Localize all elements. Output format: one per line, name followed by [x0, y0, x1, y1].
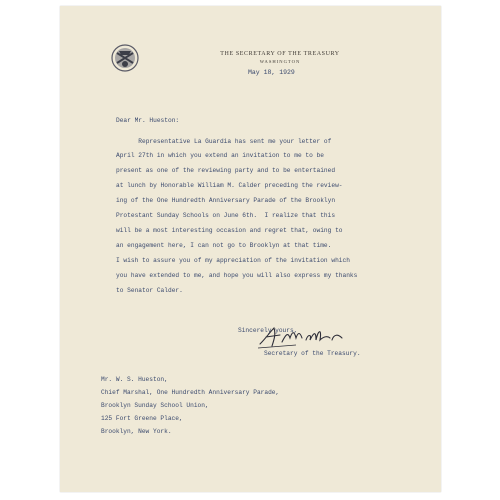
body-line: will be a most interesting occasion and regret that, owing to	[116, 227, 343, 234]
letterhead-city: WASHINGTON	[259, 59, 301, 64]
address-line: Chief Marshal, One Hundredth Anniversary Parade,	[101, 389, 280, 396]
address-line: Brooklyn, New York.	[101, 428, 172, 435]
address-line: Mr. W. S. Hueston,	[101, 376, 168, 383]
address-line: Brooklyn Sunday School Union,	[101, 402, 209, 409]
body-line: April 27th in which you extend an invitation to me to be	[116, 152, 324, 159]
body-line: present as one of the reviewing party and to be entertained	[116, 167, 336, 174]
body-line: Representative La Guardia has sent me your letter of	[116, 138, 332, 145]
salutation: Dear Mr. Hueston:	[116, 117, 180, 124]
body-line: I wish to assure you of my appreciation of the invitation which	[116, 257, 350, 264]
body-line: an engagement here, I can not go to Brooklyn at that time.	[116, 242, 332, 249]
letterhead-title: THE SECRETARY OF THE TREASURY	[220, 51, 340, 57]
body-line: to Senator Calder.	[116, 287, 183, 294]
body-line: at lunch by Honorable William M. Calder preceding the review-	[116, 182, 343, 189]
address-line: 125 Fort Greene Place,	[101, 415, 183, 422]
body-line: you have extended to me, and hope you will also express my thanks	[116, 272, 358, 279]
body-line: ing of the One Hundredth Anniversary Parade of the Brooklyn	[116, 197, 336, 204]
signature-icon	[256, 320, 346, 350]
body-line: Protestant Sunday Schools on June 6th. I realize that this	[116, 212, 336, 219]
treasury-seal-icon	[110, 43, 140, 73]
signature-title: Secretary of the Treasury.	[264, 350, 361, 357]
letterhead	[210, 50, 350, 65]
closing: Sincerely yours,	[238, 327, 298, 334]
letter-date: May 18, 1929	[248, 69, 295, 76]
